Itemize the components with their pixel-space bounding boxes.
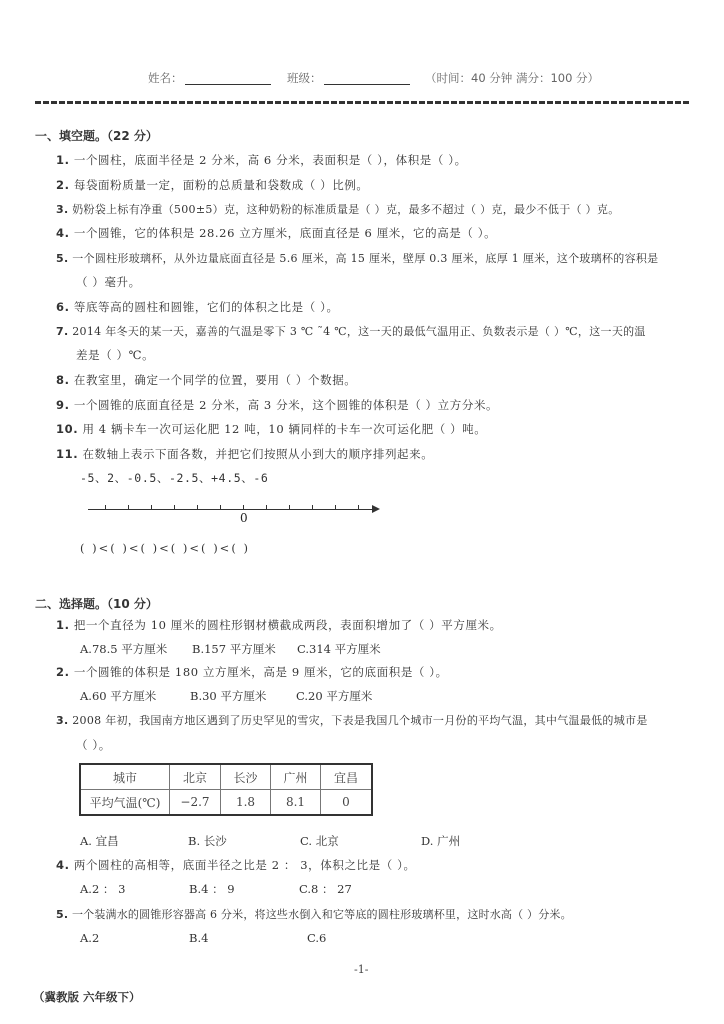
question-text: 在数轴上表示下面各数，并把它们按照从小到大的顺序排列起来。 [82, 447, 434, 461]
section-title-fill-blank: 一、填空题。（22 分） [35, 129, 158, 143]
option-b[interactable]: B.4 ： 9 [189, 882, 235, 896]
question-2-4 [56, 857, 416, 873]
table-header-cell: 北京 [170, 764, 221, 790]
exam-time-info: （时间：40 分钟 满分：100 分） [425, 71, 600, 85]
question-number: 4. [56, 858, 70, 872]
number-line-axis [88, 509, 374, 510]
question-number: 3. [56, 203, 69, 216]
tick-mark [220, 505, 221, 510]
class-field[interactable] [324, 84, 410, 85]
table-header-cell: 宜昌 [321, 764, 373, 790]
tick-mark [105, 505, 106, 510]
option-a[interactable]: A.2 [80, 931, 100, 945]
option-c[interactable]: C. 北京 [300, 834, 339, 848]
table-header-row [80, 764, 372, 790]
question-number: 5. [56, 908, 69, 921]
question-2-1 [56, 617, 502, 633]
option-b[interactable]: B.4 [189, 931, 209, 945]
question-2-3-cont: （ ）。 [76, 738, 111, 752]
tick-mark [174, 505, 175, 510]
table-header-cell: 城市 [80, 764, 170, 790]
table-cell: 平均气温(℃) [80, 790, 170, 816]
tick-mark [266, 505, 267, 510]
question-number: 2. [56, 178, 70, 192]
tick-mark [335, 505, 336, 510]
page-number: -1- [354, 963, 369, 976]
question-2-2 [56, 664, 448, 680]
question-number: 6. [56, 300, 70, 314]
option-a[interactable]: A.60 平方厘米 [80, 689, 157, 703]
question-number: 5. [56, 252, 69, 265]
question-number: 7. [56, 325, 69, 338]
option-a[interactable]: A. 宜昌 [80, 834, 119, 848]
question-text: 把一个直径为 10 厘米的圆柱形钢材横截成两段，表面积增加了（ ）平方厘米。 [73, 618, 502, 632]
question-number: 10. [56, 422, 79, 436]
question-number: 2. [56, 665, 70, 679]
name-label: 姓名： [148, 71, 183, 85]
question-1-1 [56, 152, 467, 168]
table-row [80, 790, 372, 816]
numbers-to-order: -5、2、-0.5、-2.5、+4.5、-6 [80, 471, 269, 485]
question-1-2 [56, 177, 369, 193]
question-1-5 [56, 250, 659, 266]
question-1-7-cont: 差是（ ）℃。 [76, 348, 155, 362]
option-c[interactable]: C.6 [307, 931, 327, 945]
option-c[interactable]: C.20 平方厘米 [296, 689, 373, 703]
section-title-multiple-choice: 二、选择题。（10 分） [35, 597, 158, 611]
question-number: 1. [56, 153, 70, 167]
class-label: 班级： [287, 71, 322, 85]
question-text: 2014 年冬天的某一天，嘉善的气温是零下 3 ℃ ˜4 ℃，这一天的最低气温用正、负数表示是（ ）℃，这一天的温 [72, 325, 646, 338]
option-a[interactable]: A.2 ： 3 [80, 882, 126, 896]
option-b[interactable]: B.157 平方厘米 [192, 642, 276, 656]
question-1-7 [56, 323, 646, 339]
question-text: 在教室里，确定一个同学的位置，要用（ ）个数据。 [73, 373, 357, 387]
table-cell: 1.8 [221, 790, 271, 816]
question-1-4 [56, 225, 496, 241]
tick-mark [128, 505, 129, 510]
option-a[interactable]: A.78.5 平方厘米 [80, 642, 168, 656]
question-text: 两个圆柱的高相等，底面半径之比是 2 ： 3，体积之比是（ ）。 [73, 858, 416, 872]
tick-mark [312, 505, 313, 510]
question-number: 1. [56, 618, 70, 632]
option-b[interactable]: B.30 平方厘米 [190, 689, 267, 703]
table-cell: 8.1 [271, 790, 321, 816]
question-1-8 [56, 372, 356, 388]
edition-label: （冀教版 六年级下） [33, 990, 141, 1004]
option-c[interactable]: C.314 平方厘米 [297, 642, 381, 656]
question-2-3 [56, 712, 648, 728]
question-2-5 [56, 906, 572, 922]
question-text: 等底等高的圆柱和圆锥，它们的体积之比是（ ）。 [73, 300, 339, 314]
option-c[interactable]: C.8 ： 27 [299, 882, 352, 896]
question-1-5-cont: （ ）毫升。 [76, 275, 141, 289]
tick-mark-zero [243, 505, 244, 510]
option-d[interactable]: D. 广州 [421, 834, 461, 848]
question-number: 4. [56, 226, 70, 240]
table-cell: −2.7 [170, 790, 221, 816]
tick-mark [151, 505, 152, 510]
question-text: 一个圆锥的底面直径是 2 分米，高 3 分米，这个圆锥的体积是（ ）立方分米。 [73, 398, 499, 412]
ordering-blanks[interactable]: ( )<( )<( )<( )<( )<( ) [80, 541, 250, 555]
question-1-3 [56, 201, 620, 217]
question-text: 奶粉袋上标有净重（500±5）克，这种奶粉的标准质量是（ ）克，最多不超过（ ）克，最少不低于（ ）克。 [72, 203, 620, 216]
table-header-cell: 广州 [271, 764, 321, 790]
city-temperature-table [79, 763, 373, 816]
question-text: 一个圆柱形玻璃杯，从外边量底面直径是 5.6 厘米，高 15 厘米，壁厚 0.3 厘米，底厚 1 厘米，这个玻璃杯的容积是 [72, 252, 659, 265]
question-text: 用 4 辆卡车一次可运化肥 12 吨，10 辆同样的卡车一次可运化肥（ ）吨。 [82, 422, 487, 436]
tick-mark [289, 505, 290, 510]
dashed-separator [35, 101, 689, 104]
question-text: 一个圆锥的体积是 180 立方厘米，高是 9 厘米，它的底面积是（ ）。 [73, 665, 448, 679]
question-number: 11. [56, 447, 79, 461]
question-1-9 [56, 397, 498, 413]
question-text: 一个圆柱，底面半径是 2 分米，高 6 分米，表面积是（ ），体积是（ ）。 [73, 153, 467, 167]
question-text: 一个装满水的圆锥形容器高 6 分米，将这些水倒入和它等底的圆柱形玻璃杯里，这时水高（ ）分米。 [71, 908, 572, 921]
question-1-6 [56, 299, 339, 315]
question-1-10 [56, 421, 486, 437]
tick-mark [197, 505, 198, 510]
question-text: 一个圆锥，它的体积是 28.26 立方厘米，底面直径是 6 厘米，它的高是（ ）。 [73, 226, 497, 240]
question-number: 3. [56, 714, 69, 727]
question-number: 8. [56, 373, 70, 387]
question-1-11 [56, 446, 433, 462]
arrow-right-icon [372, 505, 380, 513]
name-field[interactable] [185, 84, 271, 85]
zero-label: 0 [240, 511, 248, 525]
table-header-cell: 长沙 [221, 764, 271, 790]
option-b[interactable]: B. 长沙 [188, 834, 227, 848]
question-text: 每袋面粉质量一定，面粉的总质量和袋数成（ ）比例。 [73, 178, 369, 192]
table-cell: 0 [321, 790, 373, 816]
question-text: 2008 年初，我国南方地区遇到了历史罕见的雪灾，下表是我国几个城市一月份的平均气温，其中气温最低的城市是 [72, 714, 648, 727]
tick-mark [358, 505, 359, 510]
question-number: 9. [56, 398, 70, 412]
